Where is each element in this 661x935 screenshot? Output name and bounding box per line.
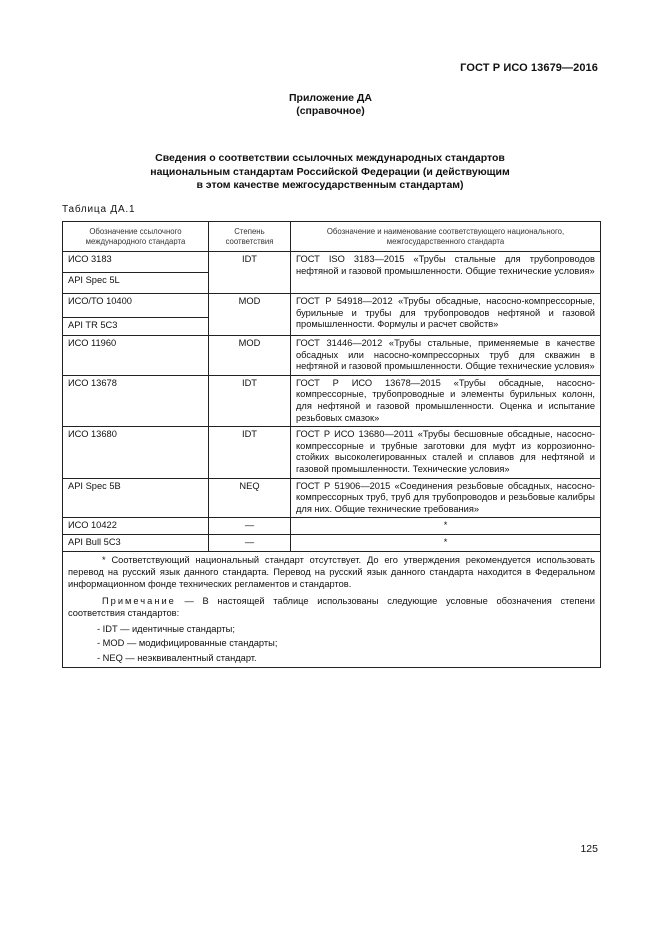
degree-cell: IDT: [209, 427, 291, 478]
national-standard-cell: ГОСТ Р 54918—2012 «Трубы обсадные, насосно-компрессорные, бурильные и трубы для трубопроводов нефтяной и газовой промышленности. Формулы и расчет свойств»: [291, 294, 601, 336]
table-notes-row: [63, 551, 601, 668]
intl-standard-cell: ИСО 3183: [63, 252, 209, 273]
title-line: Сведения о соответствии ссылочных международных стандартов: [155, 152, 505, 164]
degree-cell: IDT: [209, 375, 291, 426]
degree-cell: IDT: [209, 252, 291, 294]
national-standard-cell: ГОСТ ISO 3183—2015 «Трубы стальные для трубопроводов нефтяной и газовой промышленности. Общие технические условия»: [291, 252, 601, 294]
national-standard-cell: *: [291, 518, 601, 535]
note-label: Примечание: [102, 596, 176, 607]
national-standard-cell: *: [291, 534, 601, 551]
legend-item: - NEQ — неэквивалентный стандарт.: [97, 652, 257, 663]
table-row: [63, 375, 601, 426]
intl-standard-cell: ИСО/ТО 10400: [63, 294, 209, 318]
table-row: [63, 336, 601, 376]
intl-standard-cell: API Spec 5B: [63, 478, 209, 518]
footnote: * Соответствующий национальный стандарт отсутствует. До его утверждения рекомендуется использовать перевод на русский язык данного стандарта. Перевод на русский язык данного стандарта находится в Федеральном информационном фонде технических регламентов и стандартов.: [68, 554, 595, 589]
national-standard-cell: ГОСТ 31446—2012 «Трубы стальные, применяемые в качестве обсадных или насосно-компрессорных труб для скважин в нефтяной и газовой промышленности. Общие технические условия»: [291, 336, 601, 376]
intl-standard-cell: ИСО 11960: [63, 336, 209, 376]
title-line: национальным стандартам Российской Федерации (и действующим: [150, 165, 510, 178]
table-caption: Таблица ДА.1: [62, 204, 136, 215]
intl-standard-cell: API Bull 5C3: [63, 534, 209, 551]
degree-cell: NEQ: [209, 478, 291, 518]
header-degree: Степень соответствия: [209, 222, 291, 252]
table-row: [63, 252, 601, 273]
table-row: [63, 518, 601, 535]
header-intl-standard: Обозначение ссылочного международного стандарта: [63, 222, 209, 252]
national-standard-cell: ГОСТ Р ИСО 13680—2011 «Трубы бесшовные обсадные, насосно-компрессорные и трубные заготовки для муфт из коррозионно-стойких высоколегированных сталей и сплавов для нефтяной и газовой промышленности. Технические условия»: [291, 427, 601, 478]
legend-item: - IDT — идентичные стандарты;: [97, 623, 235, 634]
degree-cell: —: [209, 534, 291, 551]
page-number: 125: [580, 843, 598, 855]
table-notes: [63, 551, 601, 668]
degree-cell: —: [209, 518, 291, 535]
legend-item: - MOD — модифицированные стандарты;: [97, 638, 278, 649]
intl-standard-cell: ИСО 13680: [63, 427, 209, 478]
table-row: [63, 427, 601, 478]
note: [68, 595, 595, 619]
appendix-heading: [0, 92, 661, 118]
intl-standard-cell: ИСО 13678: [63, 375, 209, 426]
appendix-title: Приложение ДА: [289, 92, 372, 104]
intl-standard-cell: API Spec 5L: [63, 273, 209, 294]
intl-standard-cell: API TR 5C3: [63, 318, 209, 336]
header-national-standard: Обозначение и наименование соответствующего национального, межгосударственного стандарта: [291, 222, 601, 252]
national-standard-cell: ГОСТ Р ИСО 13678—2015 «Трубы обсадные, насосно-компрессорные, трубопроводные и элементы бурильных колонн, для нефтяной и газовой промышленности. Оценка и испытание резьбовых смазок»: [291, 375, 601, 426]
degree-cell: MOD: [209, 336, 291, 376]
document-code: ГОСТ Р ИСО 13679—2016: [460, 62, 598, 74]
table-row: [63, 294, 601, 318]
note-text: — В настоящей таблице использованы следующие условные обозначения степени соответствия стандартов:: [68, 596, 595, 619]
intl-standard-cell: ИСО 10422: [63, 518, 209, 535]
table-header-row: [63, 222, 601, 252]
degree-cell: MOD: [209, 294, 291, 336]
national-standard-cell: ГОСТ Р 51906—2015 «Соединения резьбовые обсадных, насосно-компрессорных труб, труб для трубопроводов и резьбовые калибры для них. Общие технические требования»: [291, 478, 601, 518]
table-row: [63, 478, 601, 518]
title-line: в этом качестве межгосударственным стандартам): [196, 179, 464, 191]
section-title: [60, 152, 600, 193]
table-row: [63, 534, 601, 551]
correspondence-table: [62, 221, 601, 668]
appendix-subtitle: (справочное): [296, 105, 365, 117]
